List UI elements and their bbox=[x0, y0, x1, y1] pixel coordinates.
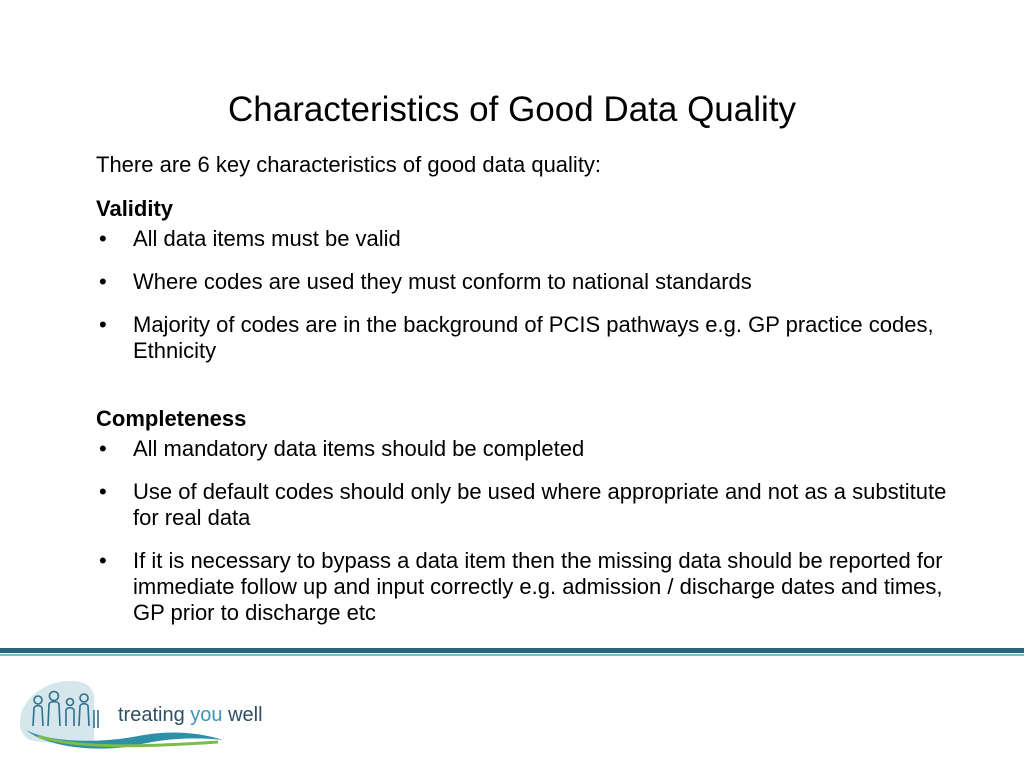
footer-divider-light bbox=[0, 654, 1024, 656]
treating-you-well-logo bbox=[18, 670, 268, 750]
list-item bbox=[96, 548, 966, 626]
bullet-icon: • bbox=[99, 479, 107, 504]
list-item-text: If it is necessary to bypass a data item then the missing data should be reported for immediate follow up and input correctly e.g. admission / discharge dates and times, GP prior to discharge etc bbox=[133, 548, 943, 625]
bullet-icon: • bbox=[99, 226, 107, 251]
list-item bbox=[96, 226, 966, 252]
logo-text-part: well bbox=[222, 704, 263, 726]
list-item bbox=[96, 479, 966, 531]
list-item bbox=[96, 312, 966, 364]
slide-title: Characteristics of Good Data Quality bbox=[227, 90, 796, 129]
list-item bbox=[96, 269, 966, 295]
footer-divider-dark bbox=[0, 648, 1024, 653]
slide-content bbox=[96, 152, 966, 626]
list-item-text: Use of default codes should only be used where appropriate and not as a substitute for real data bbox=[133, 479, 947, 530]
list-item-text: Majority of codes are in the background of PCIS pathways e.g. GP practice codes, Ethnicity bbox=[133, 312, 934, 363]
logo-text bbox=[118, 703, 263, 727]
bullet-icon: • bbox=[99, 269, 107, 294]
list-item bbox=[96, 436, 966, 462]
section-heading: Validity bbox=[96, 196, 174, 221]
bullet-icon: • bbox=[99, 548, 107, 573]
list-item-text: All mandatory data items should be completed bbox=[133, 436, 585, 461]
section-heading: Completeness bbox=[96, 406, 247, 431]
logo-text-accent: you bbox=[190, 704, 223, 726]
section-completeness bbox=[96, 406, 966, 626]
list-item-text: All data items must be valid bbox=[133, 226, 401, 251]
section-spacer bbox=[96, 364, 966, 406]
list-item-text: Where codes are used they must conform to national standards bbox=[133, 269, 752, 294]
logo-text-part: treating bbox=[118, 704, 191, 726]
bullet-list bbox=[96, 436, 966, 626]
bullet-list bbox=[96, 226, 966, 364]
section-validity bbox=[96, 196, 966, 364]
bullet-icon: • bbox=[99, 312, 107, 337]
bullet-icon: • bbox=[99, 436, 107, 461]
intro-text: There are 6 key characteristics of good data quality: bbox=[96, 152, 602, 177]
